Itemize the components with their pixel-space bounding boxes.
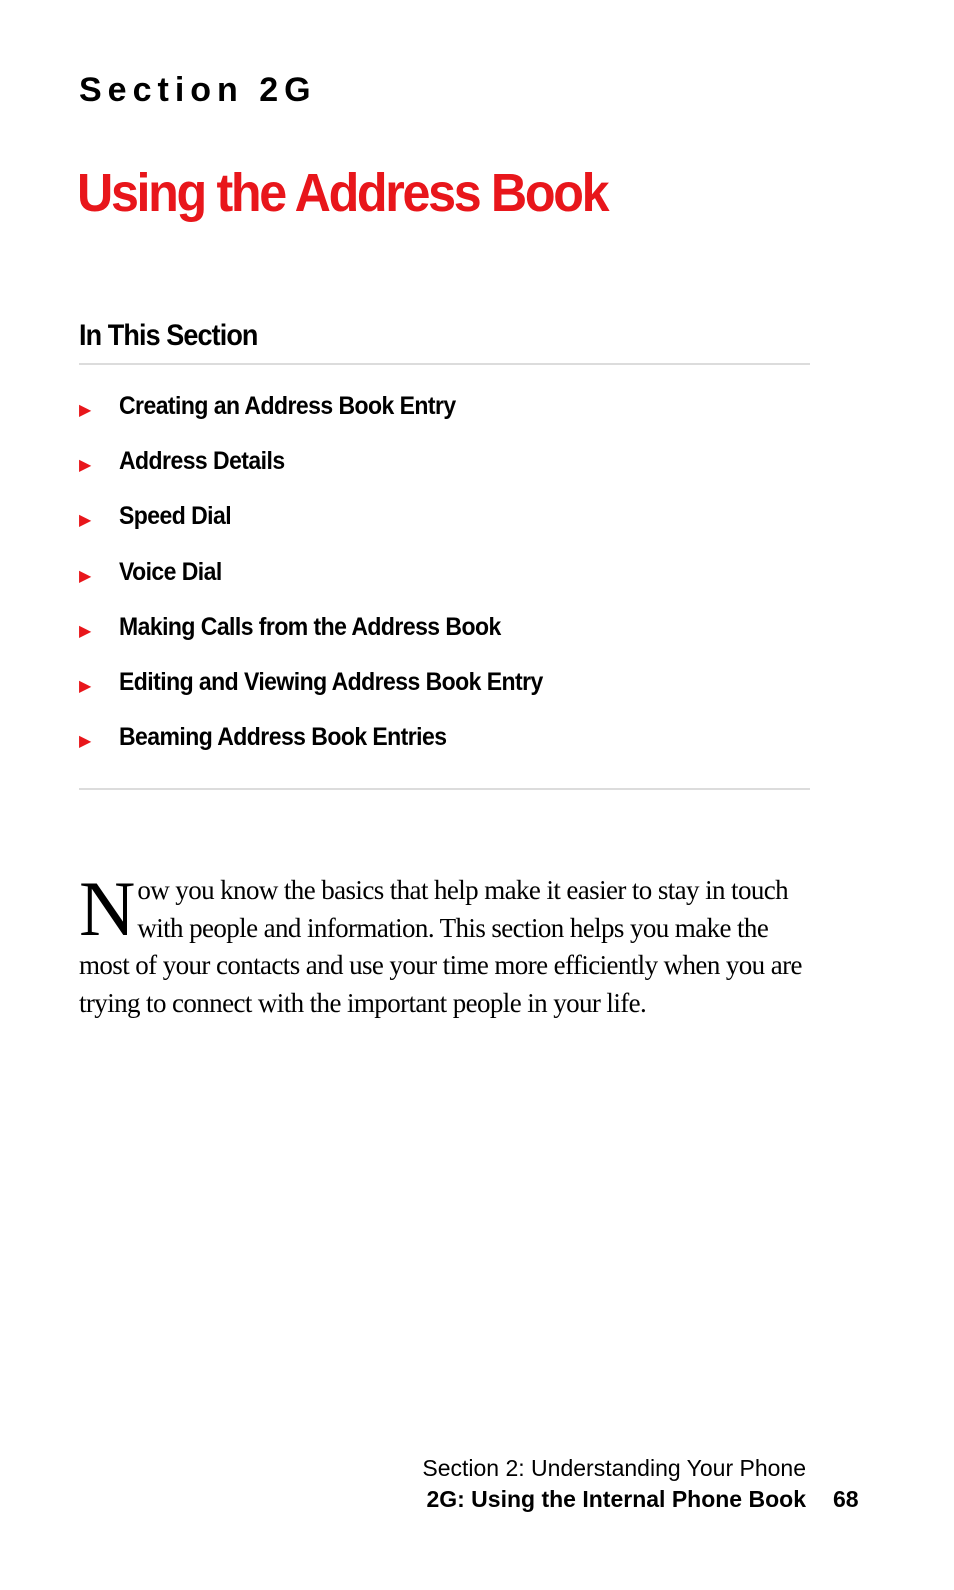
triangle-bullet-icon: ▶	[79, 510, 92, 530]
toc-item-making-calls[interactable]	[79, 607, 580, 662]
toc-item-label: Creating an Address Book Entry	[119, 392, 456, 420]
toc-item-label: Voice Dial	[119, 557, 222, 586]
triangle-bullet-icon: ▶	[79, 731, 92, 751]
triangle-bullet-icon: ▶	[79, 620, 92, 640]
footer-section-title: Section 2: Understanding Your Phone	[422, 1455, 806, 1481]
toc-item-voice-dial[interactable]	[79, 552, 580, 607]
toc-item-beaming-entries[interactable]	[79, 717, 580, 772]
toc-item-label: Making Calls from the Address Book	[119, 612, 501, 641]
toc-item-label: Beaming Address Book Entries	[119, 723, 447, 752]
toc-heading: In This Section	[79, 319, 258, 352]
toc-item-speed-dial[interactable]	[79, 496, 580, 551]
toc-top-rule	[79, 363, 810, 365]
toc-item-editing-viewing[interactable]	[79, 662, 580, 717]
page-number: 68	[833, 1486, 859, 1512]
page-title: Using the Address Book	[77, 163, 608, 223]
toc-item-address-details[interactable]	[79, 441, 580, 496]
triangle-bullet-icon: ▶	[79, 675, 92, 695]
footer-chapter-title: 2G: Using the Internal Phone Book	[426, 1486, 806, 1512]
section-label: Section 2G	[79, 71, 317, 109]
toc-item-label: Address Details	[119, 447, 285, 476]
intro-text: ow you know the basics that help make it easier to stay in touch with people and information. This section helps you make the most of your contacts and use your time more efficiently when you are trying to connect with the important people in your life.	[79, 875, 802, 1018]
toc-item-creating-entry[interactable]	[79, 386, 580, 441]
toc-bottom-rule	[79, 788, 810, 790]
triangle-bullet-icon: ▶	[79, 455, 92, 475]
toc-list	[79, 386, 580, 772]
toc-item-label: Editing and Viewing Address Book Entry	[119, 667, 543, 696]
toc-item-label: Speed Dial	[119, 502, 232, 531]
intro-paragraph	[79, 865, 809, 1022]
drop-cap: N	[79, 865, 136, 952]
triangle-bullet-icon: ▶	[79, 565, 92, 585]
triangle-bullet-icon: ▶	[79, 400, 92, 419]
